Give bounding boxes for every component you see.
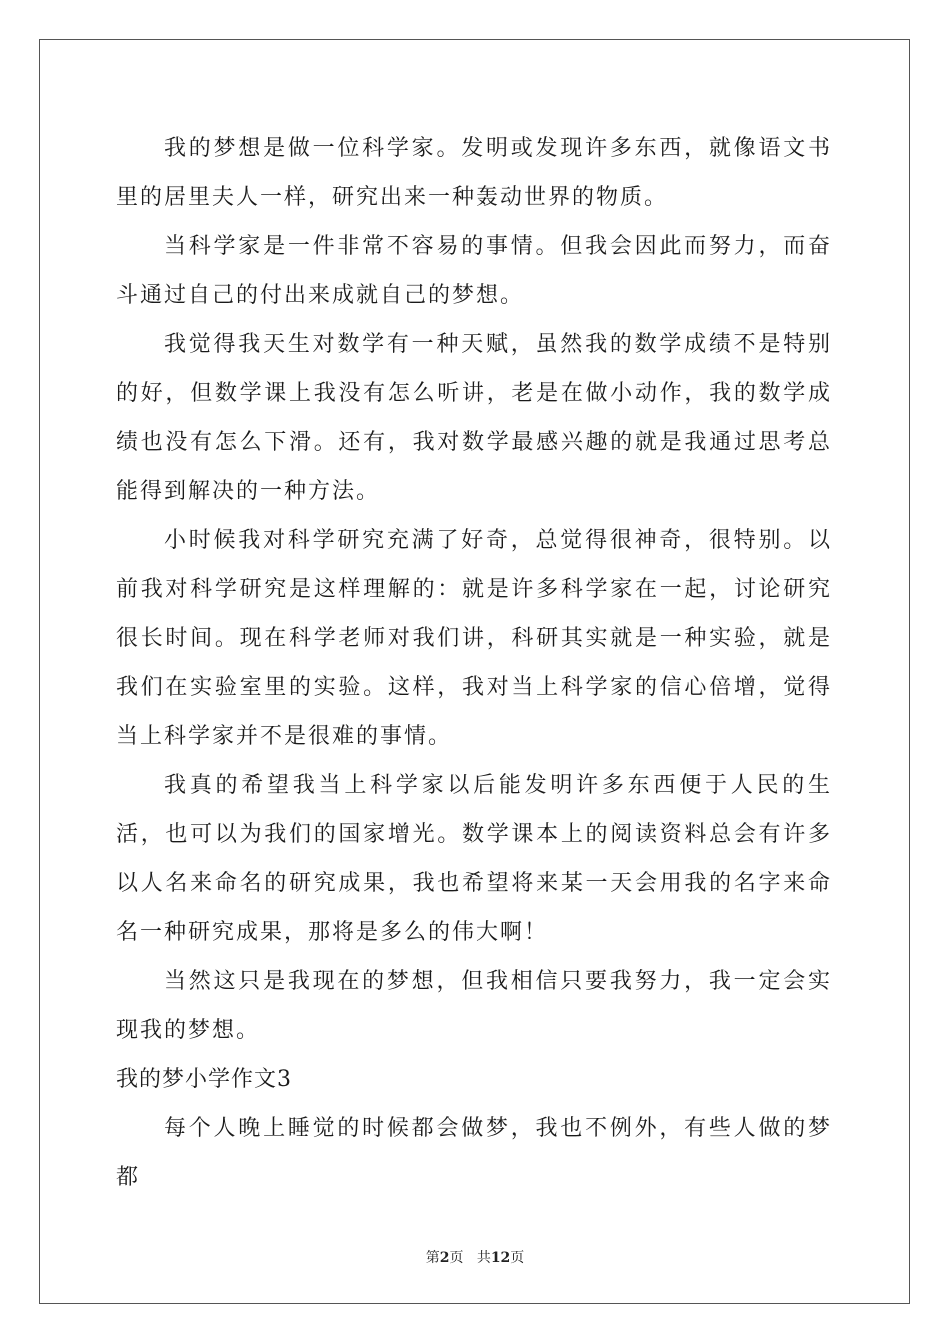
paragraph: 我真的希望我当上科学家以后能发明许多东西便于人民的生活，也可以为我们的国家增光。数学课本上的阅读资料总会有许多以人名来命名的研究成果，我也希望将来某一天会用我的名字来命名一种研究成果，那将是多么的伟大啊！ [116,773,832,945]
total-label-suffix: 页 [510,1250,525,1266]
total-pages: 12 [490,1250,511,1266]
page-footer [0,1247,950,1267]
total-label-prefix: 共 [476,1250,491,1266]
page-label-prefix: 第 [425,1250,440,1266]
page-number: 2 [439,1250,450,1266]
paragraph: 每个人晚上睡觉的时候都会做梦，我也不例外，有些人做的梦都 [116,1116,832,1190]
paragraph: 我的梦想是做一位科学家。发明或发现许多东西，就像语文书里的居里夫人一样，研究出来一种轰动世界的物质。 [116,136,832,210]
page-label-suffix: 页 [449,1250,464,1266]
document-body [116,124,832,1202]
paragraph: 小时候我对科学研究充满了好奇，总觉得很神奇，很特别。以前我对科学研究是这样理解的：就是许多科学家在一起，讨论研究很长时间。现在科学老师对我们讲，科研其实就是一种实验，就是我们在实验室里的实验。这样，我对当上科学家的信心倍增，觉得当上科学家并不是很难的事情。 [116,528,832,749]
paragraph: 当科学家是一件非常不容易的事情。但我会因此而努力，而奋斗通过自己的付出来成就自己的梦想。 [116,234,832,308]
paragraph: 我觉得我天生对数学有一种天赋，虽然我的数学成绩不是特别的好，但数学课上我没有怎么听讲，老是在做小动作，我的数学成绩也没有怎么下滑。还有，我对数学最感兴趣的就是我通过思考总能得到解决的一种方法。 [116,332,832,504]
section-heading: 我的梦小学作文3 [116,1067,292,1092]
paragraph: 当然这只是我现在的梦想，但我相信只要我努力，我一定会实现我的梦想。 [116,969,832,1043]
